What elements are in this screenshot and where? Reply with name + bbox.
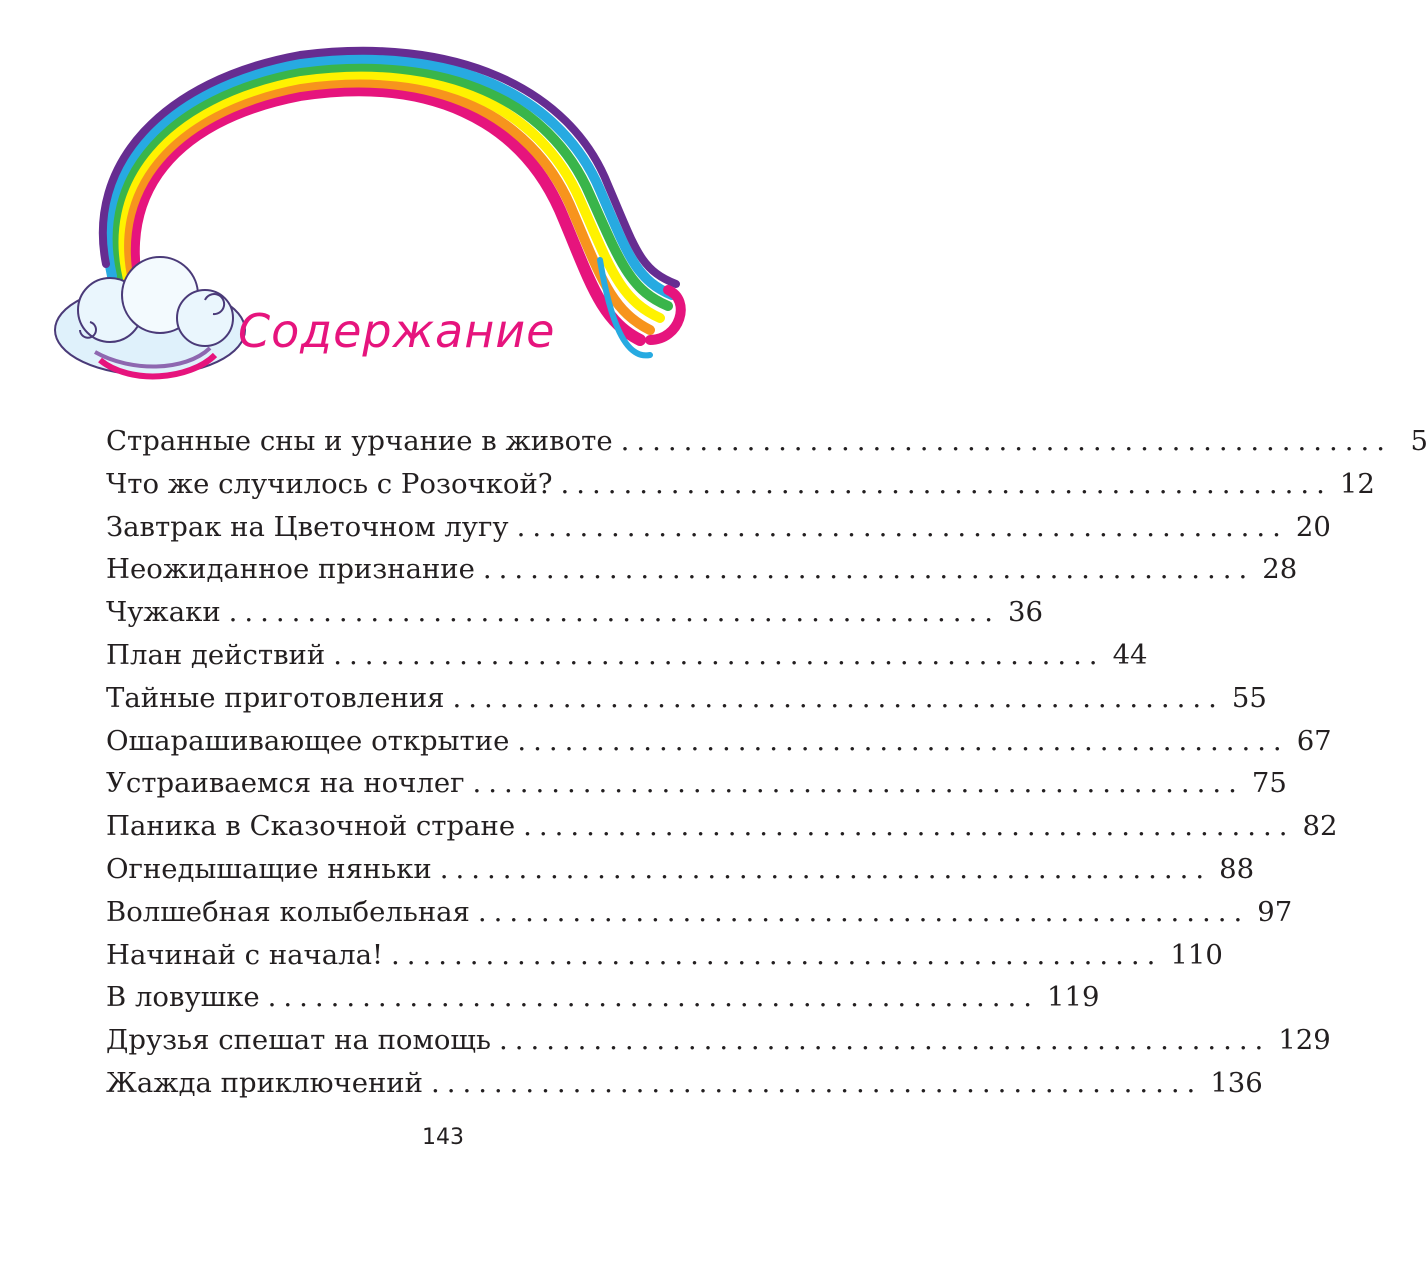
toc-leader-dots: .................................................: [267, 981, 1040, 1014]
toc-entry: [106, 506, 1331, 549]
toc-leader-dots: .................................................: [516, 510, 1288, 543]
toc-entry-page: 12: [1339, 467, 1375, 500]
toc-entry-title: Завтрак на Цветочном лугу: [106, 510, 509, 543]
toc-entry-page: 110: [1170, 938, 1223, 971]
toc-entry-page: 67: [1296, 724, 1332, 757]
toc-leader-dots: .................................................: [452, 681, 1224, 714]
toc-entry-title: Огнедышащие няньки: [106, 852, 432, 885]
toc-entry: [106, 720, 1332, 763]
toc-leader-dots: .................................................: [498, 1024, 1271, 1057]
toc-leader-dots: .................................................: [439, 852, 1212, 885]
toc-leader-dots: .................................................: [391, 938, 1163, 971]
toc-entry-title: Жажда приключений: [106, 1066, 423, 1099]
toc-entry: [106, 976, 1100, 1019]
toc-entry-page: 28: [1262, 553, 1298, 586]
cloud-icon: [55, 257, 245, 376]
table-of-contents: [106, 420, 1428, 1105]
toc-entry-title: Волшебная колыбельная: [106, 895, 470, 928]
toc-entry: [106, 677, 1267, 720]
toc-entry-page: 36: [1008, 596, 1043, 629]
toc-entry-title: Странные сны и урчание в животе: [106, 425, 613, 457]
toc-entry-title: Устраиваемся на ночлег: [106, 767, 465, 800]
page-title: Содержание: [238, 304, 556, 358]
toc-leader-dots: .................................................: [620, 425, 1392, 457]
toc-entry-page: 82: [1302, 810, 1338, 843]
page-number: 143: [422, 1125, 464, 1150]
toc-entry-page: 88: [1219, 852, 1255, 885]
toc-leader-dots: .................................................: [477, 895, 1250, 928]
toc-entry: [106, 805, 1338, 848]
toc-entry-title: Друзья спешат на помощь: [106, 1024, 491, 1057]
toc-entry: [106, 934, 1223, 977]
toc-entry-page: 129: [1278, 1024, 1331, 1057]
toc-entry-page: 75: [1251, 767, 1287, 800]
toc-leader-dots: .................................................: [482, 553, 1255, 586]
toc-leader-dots: .................................................: [472, 767, 1244, 800]
toc-entry: [106, 762, 1287, 805]
toc-entry-title: В ловушке: [106, 981, 260, 1014]
toc-entry-title: Что же случилось с Розочкой?: [106, 467, 553, 500]
toc-leader-dots: .................................................: [560, 467, 1332, 500]
toc-entry-page: 20: [1295, 510, 1331, 543]
toc-entry-title: Неожиданное признание: [106, 553, 475, 586]
toc-entry-title: План действий: [106, 638, 326, 671]
toc-entry: [106, 463, 1375, 506]
toc-entry-title: Ошарашивающее открытие: [106, 724, 510, 757]
toc-entry: [106, 1019, 1331, 1062]
toc-entry-page: 119: [1047, 981, 1100, 1014]
toc-entry: [106, 848, 1255, 891]
toc-entry-title: Чужаки: [106, 596, 221, 629]
toc-leader-dots: .................................................: [523, 810, 1295, 843]
toc-entry-title: Тайные приготовления: [106, 681, 445, 714]
toc-entry-page: 55: [1231, 681, 1267, 714]
toc-entry: [106, 591, 1043, 634]
toc-leader-dots: .................................................: [228, 596, 1000, 629]
toc-entry-page: 136: [1210, 1066, 1263, 1099]
toc-entry-title: Паника в Сказочной стране: [106, 810, 516, 843]
toc-entry-page: 44: [1112, 638, 1148, 671]
toc-entry: [106, 548, 1298, 591]
toc-entry: [106, 891, 1293, 934]
toc-leader-dots: .................................................: [430, 1066, 1203, 1099]
toc-entry: [106, 420, 1428, 463]
toc-entry-page: 97: [1257, 895, 1293, 928]
toc-entry: [106, 634, 1148, 677]
toc-leader-dots: .................................................: [333, 638, 1105, 671]
toc-entry-title: Начинай с начала!: [106, 938, 384, 971]
toc-leader-dots: .................................................: [517, 724, 1289, 757]
toc-entry: [106, 1062, 1263, 1105]
toc-entry-page: 5: [1410, 425, 1428, 457]
